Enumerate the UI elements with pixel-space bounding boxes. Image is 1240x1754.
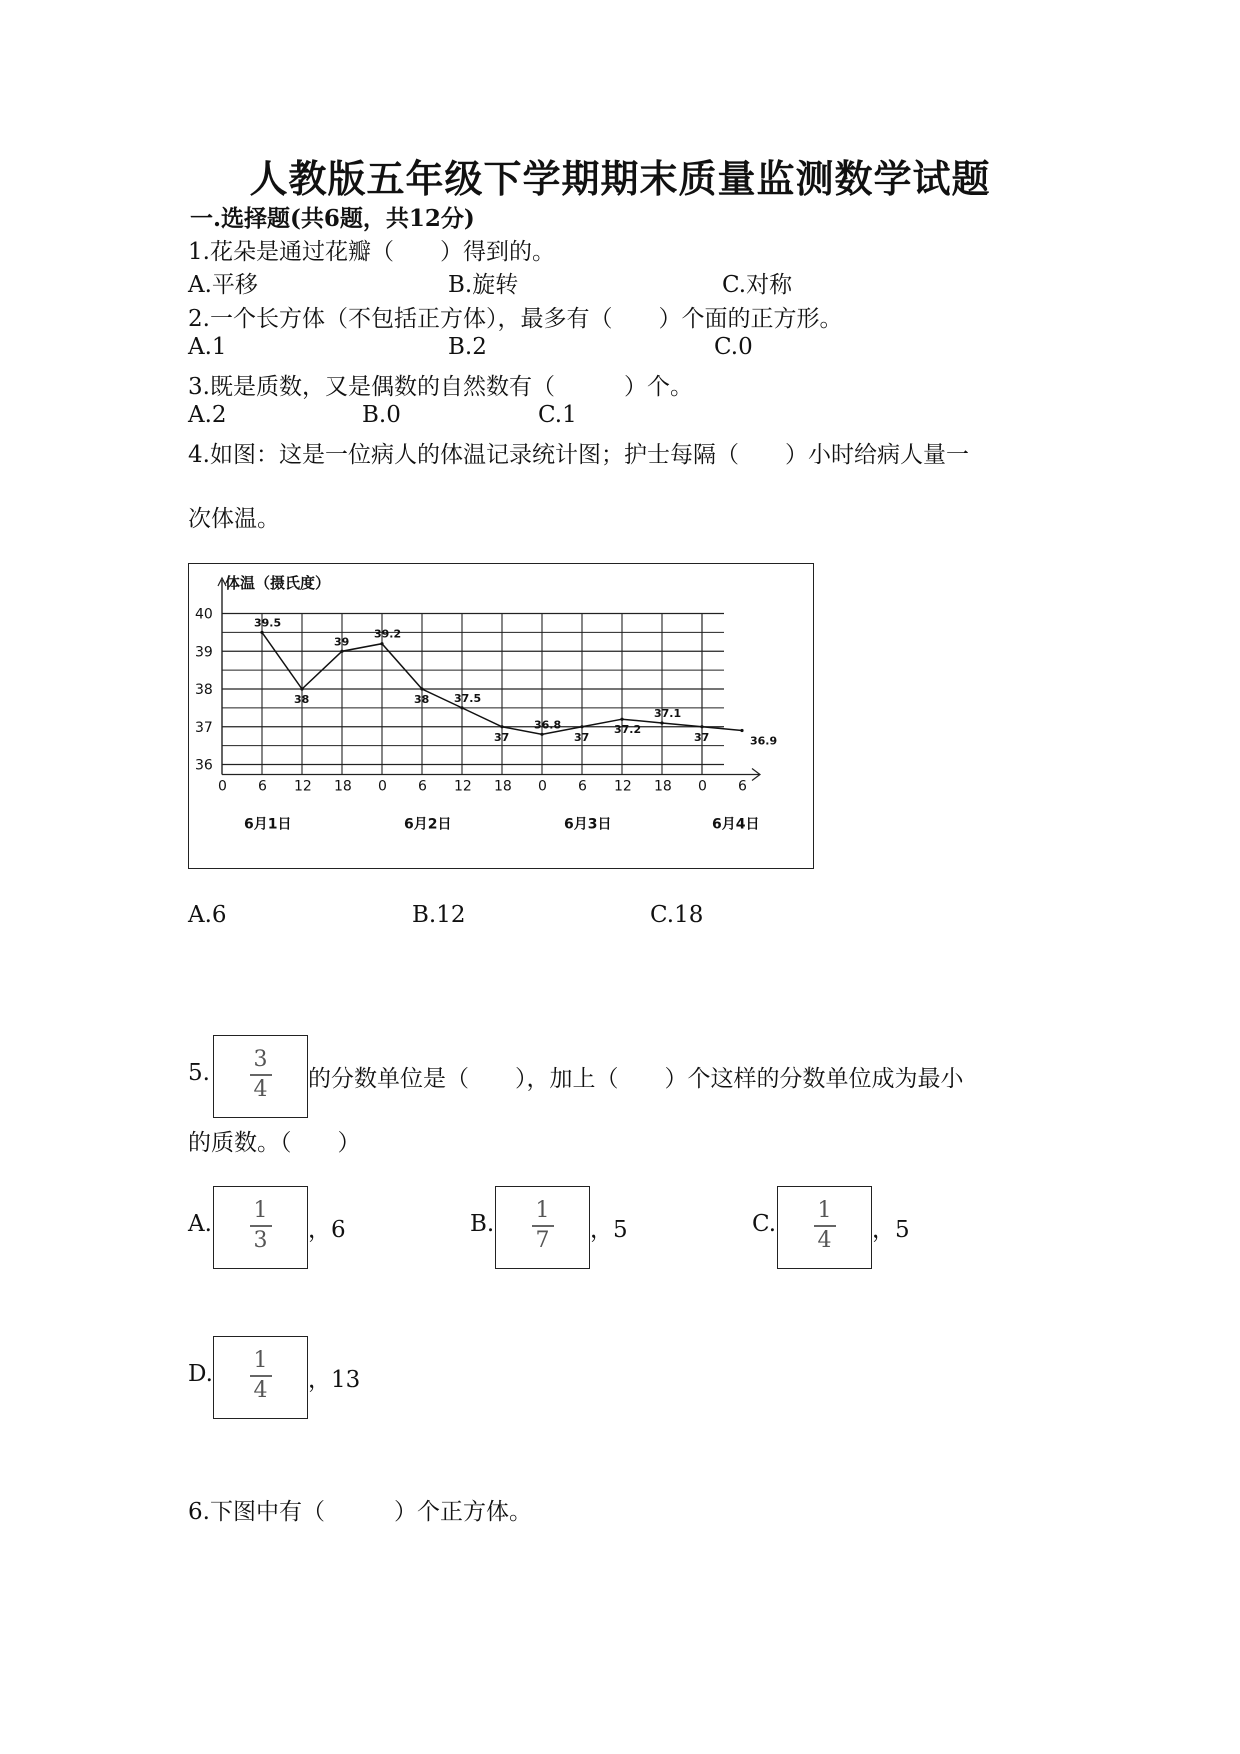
q5-option-c-fraction [778,1197,871,1255]
fraction-denominator: 4 [253,1077,268,1102]
y-tick-label: 39 [195,644,213,661]
data-point [420,687,423,690]
fraction-numerator: 1 [535,1198,550,1223]
x-tick-label: 6 [418,778,427,795]
data-point [540,733,543,736]
temperature-chart-svg [189,564,813,868]
q5-fraction-box [213,1035,308,1118]
fraction-denominator: 3 [253,1228,268,1253]
q4-option-a: A.6 [188,902,227,928]
data-label: 37.5 [454,691,482,705]
y-tick-label: 37 [195,719,213,736]
x-tick-label: 6 [258,778,267,795]
q5-option-c-fraction-box [777,1186,872,1269]
y-tick-label: 36 [195,757,213,774]
x-tick-label: 12 [614,778,632,795]
question-2: 2.一个长方体（不包括正方体），最多有（ ）个面的正方形。 [188,306,843,332]
data-label: 38 [414,693,430,706]
q5-option-b-fraction [496,1197,589,1255]
page-title: 人教版五年级下学期期末质量监测数学试题 [249,157,991,201]
data-point [740,729,743,732]
fraction-denominator: 7 [535,1228,550,1253]
q5-option-a-suffix: ，6 [308,1217,346,1243]
y-axis-label: 体温（摄氏度） [225,574,331,592]
data-label: 39.5 [254,616,282,630]
data-label: 36.9 [750,734,778,748]
q5-option-b-suffix: ，5 [590,1217,628,1243]
q3-option-b: B.0 [362,402,401,428]
q5-option-b-fraction-box [495,1186,590,1269]
x-tick-label: 18 [494,778,512,795]
x-tick-label: 12 [454,778,472,795]
temperature-chart [188,563,814,869]
day-label: 6月4日 [712,816,760,833]
day-label: 6月3日 [564,816,612,833]
x-tick-label: 18 [654,778,672,795]
q4-option-b: B.12 [412,902,466,928]
question-4-line-1: 4.如图：这是一位病人的体温记录统计图；护士每隔（ ）小时给病人量一 [188,442,969,468]
data-label: 37 [574,730,590,744]
data-point [300,687,303,690]
x-tick-label: 0 [698,778,707,795]
question-4-line-2: 次体温。 [188,506,280,532]
q5-fraction [214,1046,307,1104]
q5-option-a-label: A. [188,1211,212,1237]
x-tick-label: 0 [218,778,227,795]
fraction-numerator: 3 [253,1047,268,1072]
question-1: 1.花朵是通过花瓣（ ）得到的。 [188,239,555,265]
data-label: 37 [694,730,710,744]
x-tick-label: 18 [334,778,352,795]
q5-option-a-fraction [214,1197,307,1255]
q5-option-d-fraction-box [213,1336,308,1419]
data-label: 38 [294,693,310,706]
day-label: 6月2日 [404,816,452,833]
data-point [620,718,623,721]
section-heading: 一.选择题(共6题，共12分) [190,205,475,232]
q5-option-d-suffix: ，13 [308,1367,361,1393]
fraction-numerator: 1 [253,1198,268,1223]
data-point [460,706,463,709]
q3-option-c: C.1 [538,402,577,428]
fraction-denominator: 4 [817,1228,832,1253]
q2-option-c: C.0 [714,334,753,360]
q5-option-b-label: B. [470,1211,495,1237]
data-label: 37.1 [654,706,682,720]
x-tick-label: 6 [578,778,587,795]
fraction-numerator: 1 [817,1198,832,1223]
fraction-denominator: 4 [253,1378,268,1403]
q2-option-b: B.2 [448,334,487,360]
data-point [660,721,663,724]
data-point [500,725,503,728]
question-5-line-1: 的分数单位是（ ），加上（ ）个这样的分数单位成为最小 [308,1066,964,1092]
data-point [340,650,343,653]
q1-option-b: B.旋转 [448,272,519,298]
x-tick-label: 6 [738,778,747,795]
data-label: 36.8 [534,718,562,732]
x-tick-label: 0 [378,778,387,795]
question-3: 3.既是质数，又是偶数的自然数有（ ）个。 [188,374,693,400]
q3-option-a: A.2 [188,402,227,428]
q1-option-a: A.平移 [188,272,258,298]
data-point [700,725,703,728]
data-label: 39 [334,635,350,649]
q4-option-c: C.18 [650,902,704,928]
fraction-numerator: 1 [253,1348,268,1373]
question-5-line-2: 的质数。（ ） [188,1130,361,1156]
q5-option-c-label: C. [752,1211,777,1237]
question-5-number: 5. [188,1060,210,1086]
data-label: 37 [494,730,510,744]
q5-option-d-fraction [214,1347,307,1405]
data-point [580,725,583,728]
data-point [380,642,383,645]
x-tick-label: 12 [294,778,312,795]
q1-option-c: C.对称 [722,272,793,298]
y-tick-label: 38 [195,682,213,698]
x-tick-label: 0 [538,778,547,795]
question-6: 6.下图中有（ ）个正方体。 [188,1499,532,1525]
data-label: 37.2 [614,723,642,737]
day-label: 6月1日 [244,816,292,833]
q5-option-d-label: D. [188,1361,213,1387]
data-point [260,631,263,634]
q5-option-a-fraction-box [213,1186,308,1269]
y-tick-label: 40 [195,606,213,623]
data-label: 39.2 [374,627,402,641]
q5-option-c-suffix: ，5 [872,1217,910,1243]
q2-option-a: A.1 [188,334,227,360]
